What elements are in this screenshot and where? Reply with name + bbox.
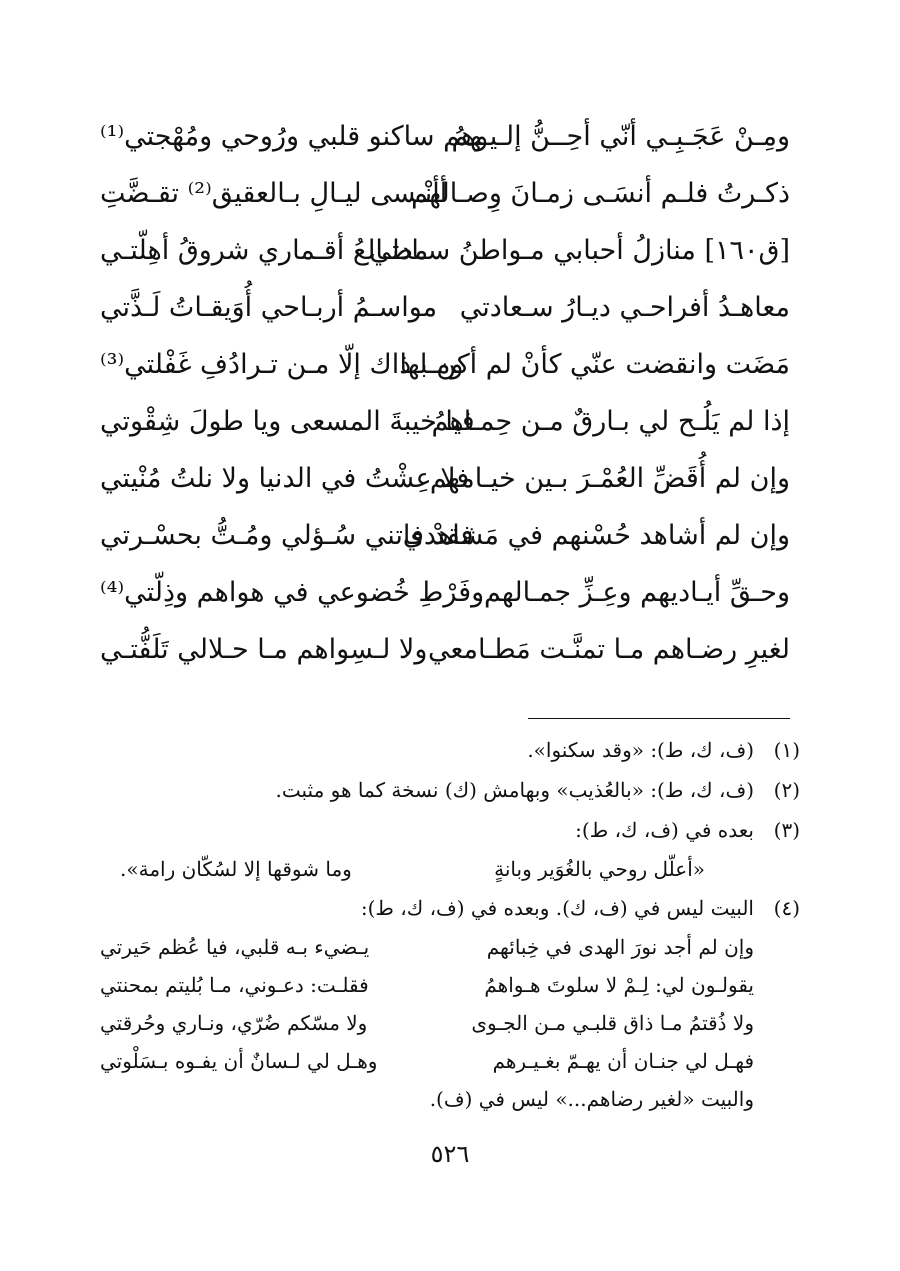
quoted-verse-second-hemistich: ولا مسّكم ضُرّي، ونـاري وحُرقتي bbox=[100, 1011, 368, 1035]
verse-first-hemistich: ذكـرتُ فلـم أنسَـى زمـانَ وِصـالهم bbox=[411, 178, 790, 209]
footnote-quoted-verse bbox=[100, 966, 800, 1004]
verse-first-hemistich: وحـقِّ أيـاديهم وعِـزِّ جمـالهم bbox=[483, 577, 790, 608]
verse bbox=[100, 564, 800, 621]
footnote-quoted-verse bbox=[100, 928, 800, 966]
footnote-quoted-verse bbox=[100, 1042, 800, 1080]
quoted-verse-first-hemistich: فهـل لي جنـان أن يهـمّ بغـيـرهم bbox=[492, 1049, 754, 1073]
verse-second-hemistich: فلا عِشْتُ في الدنيا ولا نلتُ مُنْيتي bbox=[100, 463, 470, 494]
quoted-verse-second-hemistich: فقلـت: دعـوني، مـا بُليتم بمحنتي bbox=[100, 973, 369, 997]
verse-second-hemistich: وهم ساكنو قلبي ورُوحي ومُهْجتي⁽¹⁾ bbox=[100, 121, 489, 152]
footnote-number: (٢) bbox=[773, 778, 800, 802]
verse-second-hemistich: مطـالعُ أقـماري شروقُ أهِلّتـي bbox=[100, 235, 429, 266]
verse-first-hemistich: وإن لم أشاهد حُسْنهم في مَشاهدي bbox=[402, 520, 790, 551]
verse-first-hemistich: إذا لم يَلُـح لي بـارقٌ مـن حِمـاهمُ bbox=[431, 406, 790, 437]
verse-first-hemistich: معاهـدُ أفراحـي ديـارُ سـعادتي bbox=[459, 292, 790, 323]
quoted-verse-second-hemistich: يـضيء بـه قلبي، فيا عُظم حَيرتي bbox=[100, 935, 370, 959]
verse-second-hemistich: فيا خيبةَ المسعى ويا طولَ شِقْوتي bbox=[100, 406, 475, 437]
quoted-verse-first-hemistich: «أعلّل روحي بالغُوَير وبانةٍ bbox=[494, 857, 705, 881]
verse bbox=[100, 108, 800, 165]
footnote bbox=[100, 770, 800, 810]
verse bbox=[100, 507, 800, 564]
verse bbox=[100, 165, 800, 222]
footnote-quoted-verse bbox=[100, 1004, 800, 1042]
verse-second-hemistich: ومـا ذاك إلّا مـن تـرادُفِ غَفْلتي⁽³⁾ bbox=[100, 349, 464, 380]
footnote-number: (٤) bbox=[773, 896, 800, 920]
verse-first-hemistich: [ق١٦٠] منازلُ أحبابي مـواطنُ سـادتي bbox=[369, 235, 790, 266]
verse bbox=[100, 222, 800, 279]
footnote-quoted-verse bbox=[100, 850, 800, 888]
verse-first-hemistich: وإن لم أُقَضِّ العُمْـرَ بـين خيـامهم bbox=[429, 463, 790, 494]
verse bbox=[100, 450, 800, 507]
verse-second-hemistich: أأنْـسى ليـالِ بـالعقيق⁽²⁾ تقـضَّتِ bbox=[100, 178, 448, 209]
verse-first-hemistich: مَضَت وانقضت عنّي كأنْ لم أكن بها bbox=[399, 349, 790, 380]
footnote-text: بعده في (ف، ك، ط): bbox=[575, 818, 754, 842]
page-number: ٥٢٦ bbox=[430, 1140, 470, 1168]
quoted-verse-second-hemistich: وما شوقها إلا لسُكّان رامة». bbox=[120, 857, 352, 881]
footnote bbox=[100, 810, 800, 850]
footnote bbox=[100, 888, 800, 928]
footnote-divider bbox=[528, 718, 790, 719]
quoted-verse-first-hemistich: وإن لم أجد نورَ الهدى في خِبائهم bbox=[486, 935, 754, 959]
footnote-text: البيت ليس في (ف، ك). وبعده في (ف، ك، ط): bbox=[360, 896, 754, 920]
verse-second-hemistich: ولا لـسِواهم مـا حـلالي تَلَفُّتـي bbox=[100, 634, 428, 665]
verse bbox=[100, 621, 800, 678]
verse-second-hemistich: مواسـمُ أربـاحي أُوَيقـاتُ لَـذَّتي bbox=[100, 292, 438, 323]
quoted-verse-first-hemistich: ولا ذُقتمُ مـا ذاق قلبـي مـن الجـوى bbox=[471, 1011, 754, 1035]
footnote-number: (٣) bbox=[773, 818, 800, 842]
footnote-text: (ف، ك، ط): «بالعُذيب» وبهامش (ك) نسخة كما هو مثبت. bbox=[275, 778, 754, 802]
footnote bbox=[100, 730, 800, 770]
verse-second-hemistich: وفَرْطِ خُضوعي في هواهم وذِلّتي⁽⁴⁾ bbox=[100, 577, 485, 608]
verse-second-hemistich: فقدْ فاتني سُـؤلي ومُـتُّ بحسْـرتي bbox=[100, 520, 474, 551]
poem bbox=[100, 108, 800, 678]
quoted-verse-first-hemistich: يقولـون لي: لِـمْ لا سلوتَ هـواهمُ bbox=[484, 973, 754, 997]
verse bbox=[100, 336, 800, 393]
footnote-number: (١) bbox=[773, 738, 800, 762]
footnote-text: والبيت «لغير رضاهم...» ليس في (ف). bbox=[429, 1087, 754, 1111]
verse bbox=[100, 393, 800, 450]
verse bbox=[100, 279, 800, 336]
quoted-verse-second-hemistich: وهـل لي لـسانٌ أن يفـوه بـسَلْوتي bbox=[100, 1049, 378, 1073]
footnote-closing-line bbox=[100, 1080, 800, 1118]
verse-first-hemistich: ومِـنْ عَجَـبِـي أنّي أحِــنُّ إلـيـهمُ bbox=[451, 121, 790, 152]
verse-first-hemistich: لغيرِ رضـاهم مـا تمنَّـت مَطـامعي bbox=[428, 634, 790, 665]
footnote-text: (ف، ك، ط): «وقد سكنوا». bbox=[527, 738, 754, 762]
footnotes bbox=[100, 730, 800, 1118]
